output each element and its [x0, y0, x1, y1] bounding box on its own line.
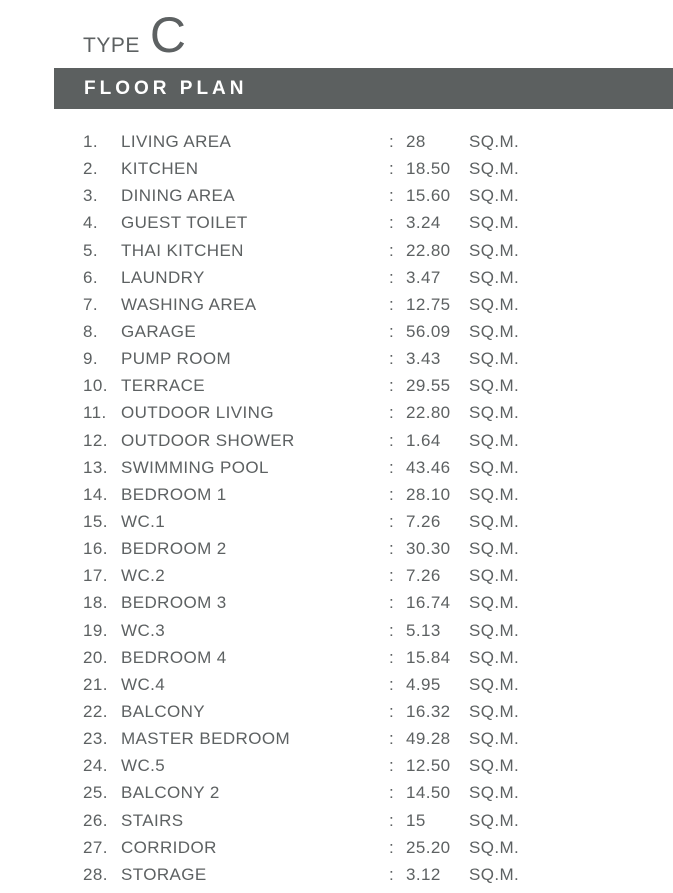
row-number: 26.	[83, 810, 108, 830]
list-item	[0, 562, 673, 589]
area-unit: SQ.M.	[469, 756, 520, 776]
separator: :	[389, 620, 395, 640]
separator: :	[389, 756, 395, 776]
separator: :	[389, 213, 395, 233]
area-unit: SQ.M.	[469, 647, 520, 667]
list-item	[0, 182, 673, 209]
room-name: STORAGE	[121, 864, 207, 884]
area-unit: SQ.M.	[469, 132, 520, 151]
area-value: 5.13	[406, 620, 441, 640]
area-value: 3.12	[406, 864, 441, 884]
room-name: SWIMMING POOL	[121, 457, 269, 477]
separator: :	[389, 132, 395, 151]
type-word: TYPE	[83, 34, 140, 57]
room-name: GARAGE	[121, 321, 197, 341]
area-value: 1.64	[406, 430, 441, 450]
area-unit: SQ.M.	[469, 349, 520, 369]
list-item	[0, 834, 673, 861]
list-item	[0, 345, 673, 372]
row-number: 22.	[83, 701, 108, 721]
separator: :	[389, 511, 395, 531]
area-unit: SQ.M.	[469, 267, 520, 287]
room-name: LAUNDRY	[121, 267, 205, 287]
separator: :	[389, 783, 395, 803]
row-number: 21.	[83, 674, 108, 694]
separator: :	[389, 430, 395, 450]
separator: :	[389, 701, 395, 721]
room-name: LIVING AREA	[121, 132, 232, 151]
area-value: 3.47	[406, 267, 441, 287]
row-number: 8.	[83, 321, 98, 341]
area-unit: SQ.M.	[469, 864, 520, 884]
area-unit: SQ.M.	[469, 403, 520, 423]
area-unit: SQ.M.	[469, 159, 520, 179]
room-name: STAIRS	[121, 810, 184, 830]
floor-plan-banner	[54, 68, 673, 109]
separator: :	[389, 186, 395, 206]
room-name: MASTER BEDROOM	[121, 729, 291, 749]
list-item	[0, 861, 673, 888]
row-number: 13.	[83, 457, 108, 477]
area-unit: SQ.M.	[469, 837, 520, 857]
row-number: 1.	[83, 132, 98, 151]
area-value: 3.24	[406, 213, 441, 233]
area-unit: SQ.M.	[469, 810, 520, 830]
list-item	[0, 237, 673, 264]
area-value: 18.50	[406, 159, 451, 179]
row-number: 24.	[83, 756, 108, 776]
row-number: 6.	[83, 267, 98, 287]
row-number: 25.	[83, 783, 108, 803]
row-number: 12.	[83, 430, 108, 450]
area-value: 30.30	[406, 539, 451, 559]
area-value: 15	[406, 810, 426, 830]
room-name: BEDROOM 1	[121, 484, 227, 504]
room-name: OUTDOOR SHOWER	[121, 430, 295, 450]
row-number: 14.	[83, 484, 108, 504]
row-number: 16.	[83, 539, 108, 559]
list-item	[0, 291, 673, 318]
area-value: 56.09	[406, 321, 451, 341]
area-value: 16.74	[406, 593, 451, 613]
area-unit: SQ.M.	[469, 186, 520, 206]
row-number: 7.	[83, 294, 98, 314]
list-item	[0, 752, 673, 779]
area-unit: SQ.M.	[469, 674, 520, 694]
list-item	[0, 128, 673, 155]
row-number: 18.	[83, 593, 108, 613]
room-name: TERRACE	[121, 376, 206, 396]
list-item	[0, 209, 673, 236]
area-unit: SQ.M.	[469, 566, 520, 586]
separator: :	[389, 539, 395, 559]
separator: :	[389, 729, 395, 749]
area-unit: SQ.M.	[469, 457, 520, 477]
separator: :	[389, 484, 395, 504]
list-item	[0, 698, 673, 725]
area-value: 22.80	[406, 240, 451, 260]
list-item	[0, 779, 673, 806]
area-value: 4.95	[406, 674, 441, 694]
room-name: THAI KITCHEN	[121, 240, 244, 260]
separator: :	[389, 376, 395, 396]
separator: :	[389, 294, 395, 314]
room-name: PUMP ROOM	[121, 349, 232, 369]
room-name: WC.2	[121, 566, 166, 586]
area-unit: SQ.M.	[469, 729, 520, 749]
room-name: OUTDOOR LIVING	[121, 403, 274, 423]
area-value: 49.28	[406, 729, 451, 749]
row-number: 2.	[83, 159, 98, 179]
area-value: 28.10	[406, 484, 451, 504]
room-name: KITCHEN	[121, 159, 199, 179]
row-number: 20.	[83, 647, 108, 667]
area-value: 43.46	[406, 457, 451, 477]
type-letter: C	[149, 7, 186, 63]
area-value: 22.80	[406, 403, 451, 423]
room-name: BEDROOM 4	[121, 647, 227, 667]
area-unit: SQ.M.	[469, 593, 520, 613]
area-unit: SQ.M.	[469, 539, 520, 559]
area-value: 28	[406, 132, 426, 151]
row-number: 27.	[83, 837, 108, 857]
area-unit: SQ.M.	[469, 484, 520, 504]
list-item	[0, 427, 673, 454]
row-number: 3.	[83, 186, 98, 206]
area-unit: SQ.M.	[469, 430, 520, 450]
row-number: 9.	[83, 349, 98, 369]
list-item	[0, 644, 673, 671]
separator: :	[389, 267, 395, 287]
room-name: WC.4	[121, 674, 166, 694]
area-value: 25.20	[406, 837, 451, 857]
list-item	[0, 155, 673, 182]
room-name: CORRIDOR	[121, 837, 217, 857]
area-unit: SQ.M.	[469, 213, 520, 233]
room-name: WC.1	[121, 511, 166, 531]
room-area-list	[0, 128, 673, 888]
row-number: 28.	[83, 864, 108, 884]
row-number: 15.	[83, 511, 108, 531]
area-unit: SQ.M.	[469, 240, 520, 260]
list-item	[0, 318, 673, 345]
area-value: 29.55	[406, 376, 451, 396]
area-unit: SQ.M.	[469, 294, 520, 314]
area-value: 12.50	[406, 756, 451, 776]
area-value: 15.60	[406, 186, 451, 206]
list-item	[0, 807, 673, 834]
area-unit: SQ.M.	[469, 701, 520, 721]
banner-title: FLOOR PLAN	[84, 77, 248, 99]
list-item	[0, 671, 673, 698]
list-item	[0, 454, 673, 481]
separator: :	[389, 674, 395, 694]
row-number: 17.	[83, 566, 108, 586]
area-unit: SQ.M.	[469, 376, 520, 396]
separator: :	[389, 240, 395, 260]
area-unit: SQ.M.	[469, 511, 520, 531]
list-item	[0, 481, 673, 508]
room-name: BALCONY 2	[121, 783, 220, 803]
list-item	[0, 508, 673, 535]
room-name: BALCONY	[121, 701, 206, 721]
separator: :	[389, 566, 395, 586]
row-number: 23.	[83, 729, 108, 749]
area-value: 16.32	[406, 701, 451, 721]
row-number: 19.	[83, 620, 108, 640]
list-item	[0, 264, 673, 291]
separator: :	[389, 349, 395, 369]
separator: :	[389, 457, 395, 477]
row-number: 11.	[83, 403, 107, 423]
list-item	[0, 535, 673, 562]
separator: :	[389, 593, 395, 613]
room-name: WASHING AREA	[121, 294, 257, 314]
list-item	[0, 399, 673, 426]
room-name: DINING AREA	[121, 186, 235, 206]
room-name: WC.5	[121, 756, 166, 776]
area-unit: SQ.M.	[469, 783, 520, 803]
area-value: 7.26	[406, 566, 441, 586]
separator: :	[389, 403, 395, 423]
room-name: BEDROOM 3	[121, 593, 227, 613]
area-value: 7.26	[406, 511, 441, 531]
separator: :	[389, 810, 395, 830]
separator: :	[389, 837, 395, 857]
area-value: 14.50	[406, 783, 451, 803]
list-item	[0, 725, 673, 752]
area-unit: SQ.M.	[469, 321, 520, 341]
area-value: 12.75	[406, 294, 451, 314]
area-value: 15.84	[406, 647, 451, 667]
row-number: 10.	[83, 376, 108, 396]
separator: :	[389, 647, 395, 667]
list-item	[0, 617, 673, 644]
separator: :	[389, 321, 395, 341]
type-title	[83, 7, 186, 63]
room-name: WC.3	[121, 620, 166, 640]
room-name: BEDROOM 2	[121, 539, 227, 559]
area-value: 3.43	[406, 349, 441, 369]
row-number: 4.	[83, 213, 98, 233]
row-number: 5.	[83, 240, 98, 260]
area-unit: SQ.M.	[469, 620, 520, 640]
separator: :	[389, 159, 395, 179]
list-item	[0, 589, 673, 616]
room-name: GUEST TOILET	[121, 213, 248, 233]
separator: :	[389, 864, 395, 884]
list-item	[0, 372, 673, 399]
